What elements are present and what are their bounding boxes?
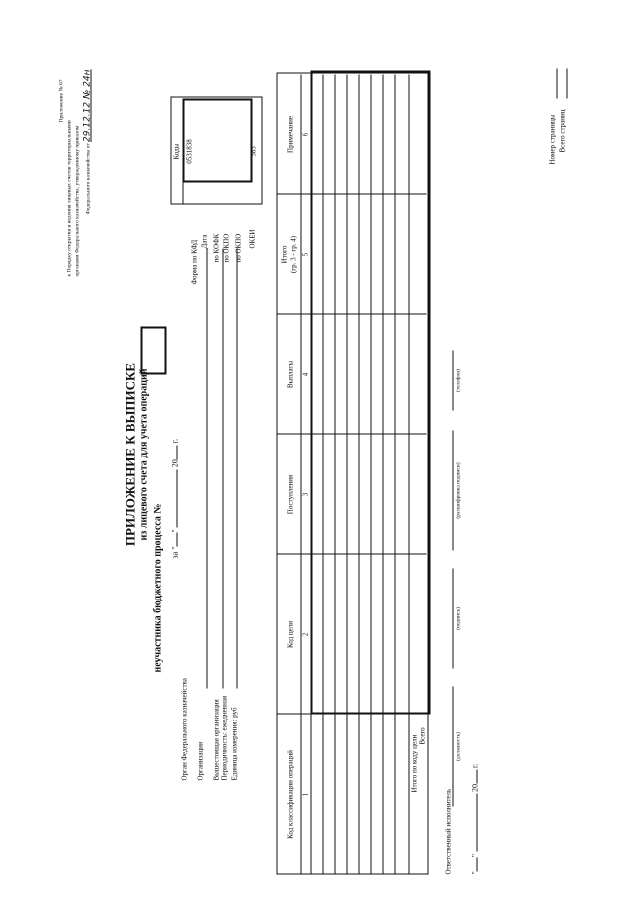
code-okei-value: 383 xyxy=(249,146,258,157)
col-num-5: 5 xyxy=(301,252,310,257)
period-date-line: за "" 20 г. xyxy=(170,438,180,559)
codes-inner-box xyxy=(183,99,253,183)
code-kfd-value: 0531838 xyxy=(185,139,194,164)
document-subtitle-2: неучастника бюджетного процесса № xyxy=(152,503,164,673)
appendix-handwritten-date: 29.12.12 № 24н xyxy=(82,69,93,142)
decode-caption: (расшифровка подписи) xyxy=(455,462,462,519)
col-header-goal: Код цели xyxy=(286,620,295,649)
label-date: Дата xyxy=(200,234,209,249)
position-caption: (должность) xyxy=(455,732,462,761)
responsible-label: Ответственный исполнитель xyxy=(444,788,453,875)
appendix-line-3 xyxy=(83,69,93,214)
col-num-6: 6 xyxy=(301,132,310,137)
periodicity-fill-line xyxy=(237,249,238,689)
label-organization: Организация xyxy=(196,741,205,781)
grand-total-label: Всего xyxy=(418,727,427,745)
col-header-note: Примечание xyxy=(286,116,295,153)
col-header-total-formula: (гр. 3 - гр. 4) xyxy=(289,235,298,274)
appendix-line-2: органами Федерального казначейства, утвержденному приказом xyxy=(74,125,81,277)
phone-line xyxy=(453,351,454,411)
label-kfd-form: Форма по КФД xyxy=(190,239,199,285)
page-number-label: Номер страницы xyxy=(548,114,557,165)
signature-line xyxy=(453,569,454,669)
table-thick-frame xyxy=(311,71,431,715)
col-header-total: Итого xyxy=(280,245,289,264)
total-by-goal-label: Итого по коду цели xyxy=(410,734,419,793)
label-periodicity: Периодичность: ежедневная xyxy=(220,695,229,781)
label-kofk: по КОФК xyxy=(212,233,221,263)
total-pages-line xyxy=(567,69,568,99)
document-title: ПРИЛОЖЕНИЕ К ВЫПИСКЕ xyxy=(122,362,138,547)
col-header-code: Код классификации операций xyxy=(286,750,295,839)
decode-line xyxy=(453,431,454,551)
appendix-line-1: к Порядку открытия и ведения лицевых счетов территориальными xyxy=(66,120,73,277)
page-number-line xyxy=(557,69,558,99)
appendix-number: Приложение № 67 xyxy=(58,79,65,123)
phone-caption: (телефон) xyxy=(455,368,462,393)
position-line xyxy=(453,687,454,807)
total-pages-label: Всего страниц xyxy=(558,109,567,153)
label-unit: Единица измерения: руб xyxy=(230,707,239,781)
signature-caption: (подпись) xyxy=(455,607,462,630)
rotated-sheet xyxy=(1,0,640,905)
label-parent-org: Вышестоящая организация xyxy=(212,699,221,781)
document-subtitle: из лицевого счета для учета операций xyxy=(138,368,150,541)
signing-date-line: "" 20 г. xyxy=(470,763,480,875)
col-header-payments: Выплаты xyxy=(286,360,295,389)
col-num-2: 2 xyxy=(301,632,310,637)
col-num-1: 1 xyxy=(301,792,310,797)
label-okpo-1: по ОКПО xyxy=(222,233,231,263)
appendix-line-3-text: Федерального казначейства от xyxy=(85,143,92,215)
org-fill-line xyxy=(207,249,208,689)
parent-org-fill-line xyxy=(223,249,224,689)
col-header-receipts: Поступления xyxy=(286,474,295,515)
col-num-3: 3 xyxy=(301,492,310,497)
label-okei: ОКЕИ xyxy=(248,229,257,249)
label-okpo-2: по ОКПО xyxy=(234,233,243,263)
process-number-box[interactable] xyxy=(141,327,167,375)
col-num-4: 4 xyxy=(301,372,310,377)
label-treasury-body: Орган Федерального казначейства xyxy=(180,678,189,781)
codes-header: Коды xyxy=(172,143,181,160)
